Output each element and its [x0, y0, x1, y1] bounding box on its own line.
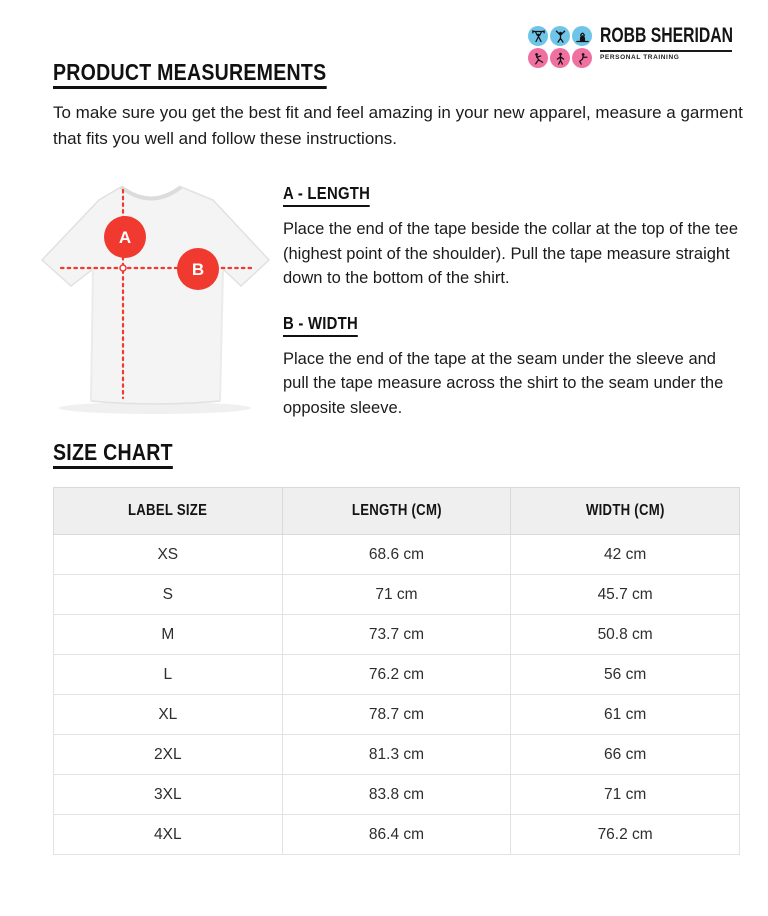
label-size-cell: XS	[54, 535, 283, 575]
length-cell: 71 cm	[282, 575, 511, 615]
table-row	[54, 575, 740, 615]
width-cell: 66 cm	[511, 735, 740, 775]
table-row	[54, 735, 740, 775]
length-cell: 83.8 cm	[282, 775, 511, 815]
width-header: WIDTH (CM)	[511, 488, 740, 535]
length-section	[283, 183, 743, 291]
marker-a-label: A	[118, 228, 132, 247]
label-size-cell: XL	[54, 695, 283, 735]
length-heading: A - LENGTH	[283, 183, 370, 207]
width-cell: 61 cm	[511, 695, 740, 735]
table-row	[54, 655, 740, 695]
label-size-cell: S	[54, 575, 283, 615]
width-body: Place the end of the tape at the seam under the sleeve and pull the tape measure across the shirt to the seam under the opposite sleeve.	[283, 349, 724, 417]
brand-name: ROBB SHERIDAN	[600, 24, 734, 47]
label-size-cell: 4XL	[54, 815, 283, 855]
width-section	[283, 313, 743, 421]
brand-rule	[600, 50, 732, 52]
brand-tagline: PERSONAL TRAINING	[600, 54, 680, 62]
table-row	[54, 775, 740, 815]
boxer-icon	[550, 48, 570, 68]
overhead-press-icon	[550, 26, 570, 46]
table-row	[54, 535, 740, 575]
label-size-cell: 2XL	[54, 735, 283, 775]
length-cell: 86.4 cm	[282, 815, 511, 855]
width-cell: 42 cm	[511, 535, 740, 575]
measurement-instructions	[283, 183, 743, 420]
size-chart-heading: SIZE CHART	[53, 440, 173, 469]
logo-text	[600, 25, 732, 61]
label-size-header: LABEL SIZE	[54, 488, 283, 535]
width-heading: B - WIDTH	[283, 313, 358, 337]
width-cell: 56 cm	[511, 655, 740, 695]
label-size-cell: M	[54, 615, 283, 655]
weightlifter-icon	[528, 26, 548, 46]
width-cell: 71 cm	[511, 775, 740, 815]
length-cell: 81.3 cm	[282, 735, 511, 775]
width-cell: 45.7 cm	[511, 575, 740, 615]
squat-icon	[572, 48, 592, 68]
label-size-cell: L	[54, 655, 283, 695]
page-title: PRODUCT MEASUREMENTS	[53, 60, 326, 89]
table-row	[54, 615, 740, 655]
label-size-cell: 3XL	[54, 775, 283, 815]
width-cell: 76.2 cm	[511, 815, 740, 855]
length-cell: 76.2 cm	[282, 655, 511, 695]
lunge-icon	[528, 48, 548, 68]
size-chart-table	[53, 487, 740, 855]
length-cell: 73.7 cm	[282, 615, 511, 655]
marker-b-label: B	[191, 260, 205, 279]
line-intersection-dot	[120, 265, 126, 271]
size-table-body	[54, 535, 740, 855]
length-cell: 78.7 cm	[282, 695, 511, 735]
length-cell: 68.6 cm	[282, 535, 511, 575]
width-cell: 50.8 cm	[511, 615, 740, 655]
table-row	[54, 695, 740, 735]
length-body: Place the end of the tape beside the collar at the top of the tee (highest point of the shoulder). Pull the tape measure straight down to the bottom of the shirt.	[283, 220, 738, 288]
table-header-row	[54, 488, 740, 535]
length-header: LENGTH (CM)	[282, 488, 511, 535]
intro-text: To make sure you get the best fit and feel amazing in your new apparel, measure a garment that fits you well and follow these instructions.	[53, 103, 743, 148]
kettlebell-icon	[572, 26, 592, 46]
tshirt-diagram	[33, 172, 278, 418]
brand-logo	[528, 25, 732, 68]
table-row	[54, 815, 740, 855]
tshirt-graphic	[42, 187, 269, 404]
logo-icon-grid	[528, 26, 592, 68]
